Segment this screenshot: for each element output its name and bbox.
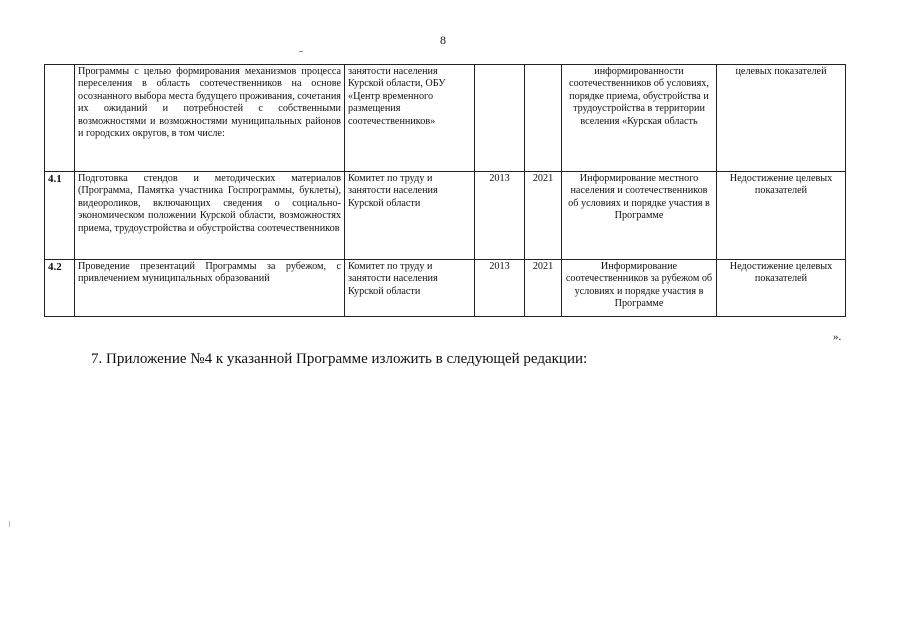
page-number: 8 xyxy=(440,33,446,47)
table-row xyxy=(45,65,846,172)
cell-consequence: Недостижение целевых показателей xyxy=(717,260,846,317)
closing-quote: ». xyxy=(833,331,842,343)
cell-num: 4.1 xyxy=(45,172,75,260)
cell-num xyxy=(45,65,75,172)
cell-year-end: 2021 xyxy=(525,260,562,317)
cell-executor: занятости населения Курской области, ОБУ «Центр временного размещения соотечественников» xyxy=(345,65,475,172)
cell-year-start xyxy=(475,65,525,172)
cell-year-start: 2013 xyxy=(475,172,525,260)
scan-mark xyxy=(9,521,10,527)
cell-measure-name: Программы с целью формирования механизмов процесса переселения в область соотечественников на основе осознанного выбора места будущего проживания, сочетания их ожиданий и потребностей с собственными возможностями и возможностями муниципальных районов и городских округов, в том числе: xyxy=(75,65,345,172)
cell-executor: Комитет по труду и занятости населения Курской области xyxy=(345,260,475,317)
cell-consequence: целевых показателей xyxy=(717,65,846,172)
scan-mark xyxy=(299,51,303,52)
cell-num: 4.2 xyxy=(45,260,75,317)
cell-year-end: 2021 xyxy=(525,172,562,260)
cell-measure-name: Подготовка стендов и методических материалов (Программа, Памятка участника Госпрограммы, буклеты), видеороликов, включающих сведения о социально-экономическом положении Курской области, возможностях приема, трудоустройства и обустройства соотечественников xyxy=(75,172,345,260)
table-row xyxy=(45,172,846,260)
program-measures-table xyxy=(44,64,846,317)
cell-expected-result: Информирование местного населения и соотечественников об условиях и порядке участия в Программе xyxy=(562,172,717,260)
cell-executor: Комитет по труду и занятости населения Курской области xyxy=(345,172,475,260)
cell-year-start: 2013 xyxy=(475,260,525,317)
cell-year-end xyxy=(525,65,562,172)
cell-expected-result: Информирование соотечественников за рубежом об условиях и порядке участия в Программе xyxy=(562,260,717,317)
table-row xyxy=(45,260,846,317)
amendment-instruction: 7. Приложение №4 к указанной Программе изложить в следующей редакции: xyxy=(91,351,588,367)
cell-expected-result: информированности соотечественников об условиях, порядке приема, обустройства и трудоустройства в территории вселения «Курская область xyxy=(562,65,717,172)
cell-consequence: Недостижение целевых показателей xyxy=(717,172,846,260)
cell-measure-name: Проведение презентаций Программы за рубежом, с привлечением муниципальных образований xyxy=(75,260,345,317)
